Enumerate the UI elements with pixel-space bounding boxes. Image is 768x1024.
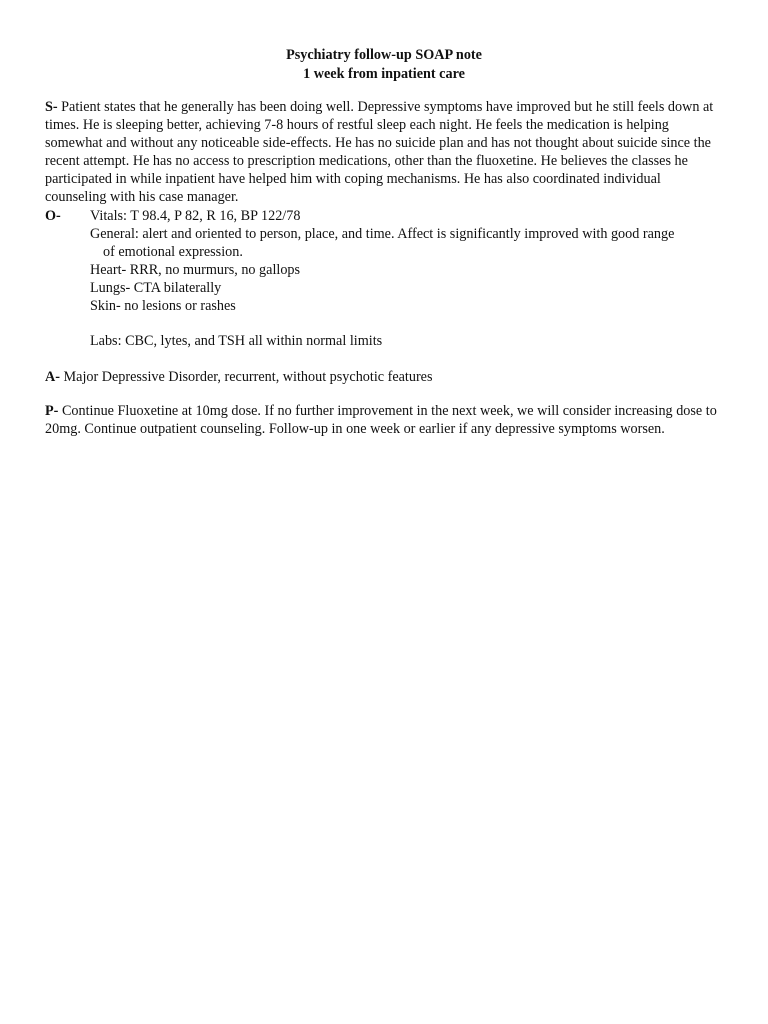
labs-line: Labs: CBC, lytes, and TSH all within normal limits — [90, 333, 383, 349]
heart-exam-line: Heart- RRR, no murmurs, no gallops — [90, 262, 301, 278]
lungs-exam-line: Lungs- CTA bilaterally — [90, 280, 222, 296]
objective-label: O- — [45, 208, 61, 224]
subjective-section — [45, 98, 725, 206]
plan-text: Continue Fluoxetine at 10mg dose. If no further improvement in the next week, we will consider increasing dose to 20mg. Continue outpatient counseling. Follow-up in one week or earlier if any depressive symptoms worsen. — [45, 403, 717, 437]
assessment-text: Major Depressive Disorder, recurrent, without psychotic features — [63, 369, 433, 385]
title-line-2: 1 week from inpatient care — [303, 66, 465, 82]
vitals-line: Vitals: T 98.4, P 82, R 16, BP 122/78 — [90, 208, 301, 224]
note-title — [0, 46, 768, 84]
assessment-section — [45, 368, 725, 386]
assessment-label: A- — [45, 369, 60, 385]
general-exam-line: General: alert and oriented to person, place, and time. Affect is significantly improved with good range — [90, 226, 675, 242]
title-line-1: Psychiatry follow-up SOAP note — [286, 47, 482, 63]
subjective-label: S- — [45, 99, 58, 115]
plan-section — [45, 402, 725, 438]
subjective-text: Patient states that he generally has been doing well. Depressive symptoms have improved but he still feels down at times. He is sleeping better, achieving 7-8 hours of restful sleep each night. He feels the medication is helping somewhat and without any noticeable side-effects. He has no suicide plan and has not thought about suicide since the recent attempt. He has no access to prescription medications, other than the fluoxetine. He believes the classes he participated in while inpatient have helped him with coping mechanisms. He has also coordinated individual counseling with his case manager. — [45, 99, 714, 205]
general-exam-continuation: of emotional expression. — [103, 244, 243, 260]
skin-exam-line: Skin- no lesions or rashes — [90, 298, 236, 314]
plan-label: P- — [45, 403, 59, 419]
